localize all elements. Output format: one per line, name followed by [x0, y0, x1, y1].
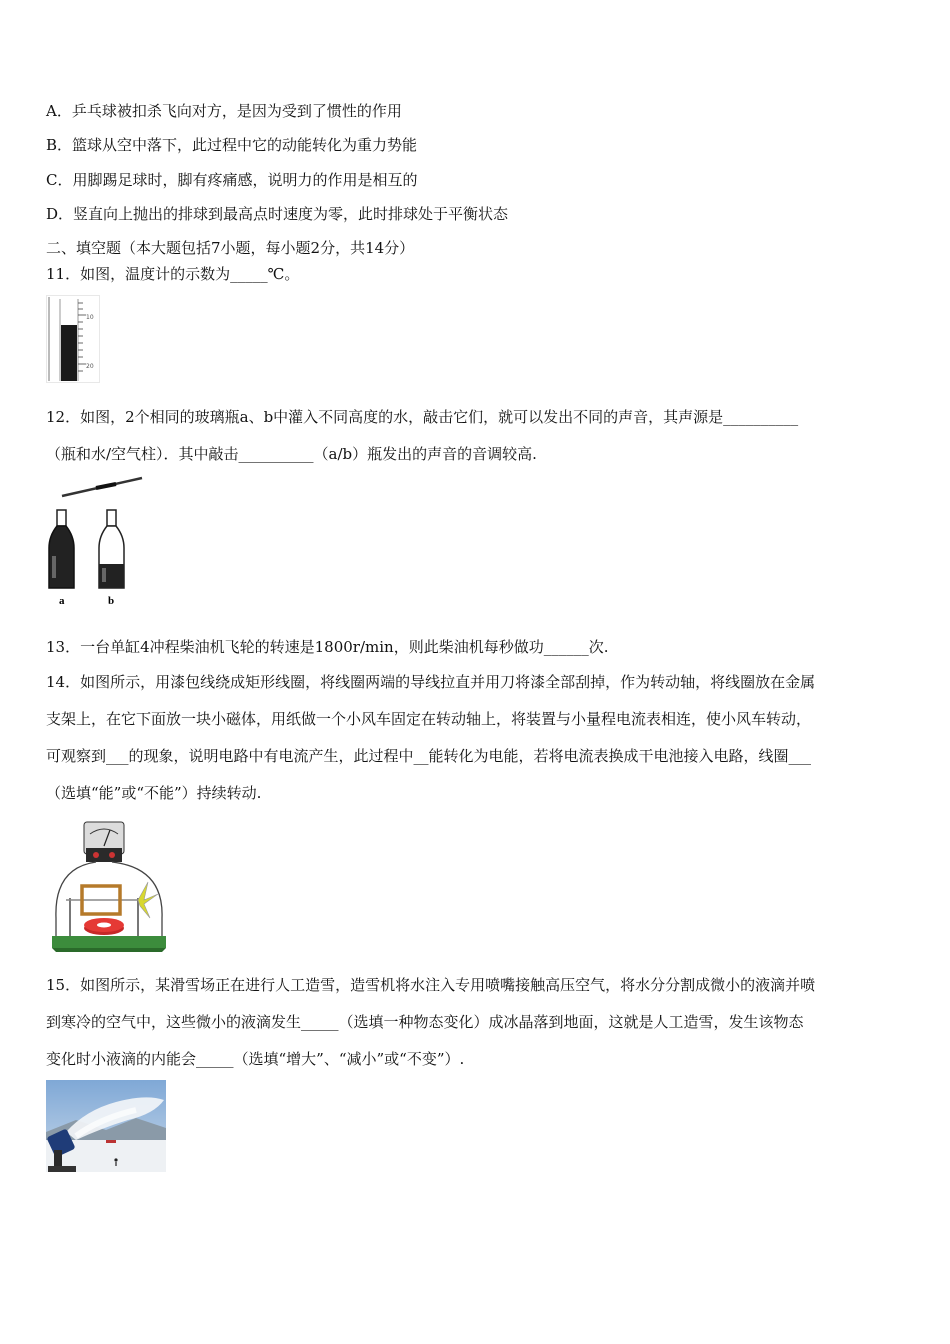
q15-line2: 到寒冷的空气中，这些微小的液滴发生_____（选填一种物态变化）成冰晶落到地面，这就是人工造雪，发生该物态: [46, 1013, 804, 1031]
q14-line4: （选填“能”或“不能”）持续转动.: [46, 784, 262, 802]
q13-text: 13．一台单缸4冲程柴油机飞轮的转速是1800r/min，则此柴油机每秒做功______次.: [46, 638, 609, 656]
thermometer-figure: [46, 295, 100, 383]
option-a: A．乒乓球被扣杀飞向对方，是因为受到了惯性的作用: [46, 102, 402, 120]
q11-text: 11．如图，温度计的示数为_____℃。: [46, 265, 300, 283]
bottle-a: [49, 510, 74, 588]
bottle-b: [99, 510, 124, 588]
option-d: D．竖直向上抛出的排球到最高点时速度为零，此时排球处于平衡状态: [46, 205, 509, 223]
q12-line2: （瓶和水/空气柱）．其中敲击__________（a/b）瓶发出的声音的音调较高.: [46, 445, 537, 463]
snow-machine-photo: [46, 1080, 166, 1172]
coil-generator-figure: [46, 818, 170, 954]
q15-line3: 变化时小液滴的内能会_____（选填“增大”、“减小”或“不变”）.: [46, 1050, 465, 1068]
q14-line1: 14．如图所示，用漆包线绕成矩形线圈，将线圈两端的导线拉直并用刀将漆全部刮掉，作为转动轴，将线圈放在金属: [46, 673, 816, 691]
option-b: B．篮球从空中落下，此过程中它的动能转化为重力势能: [46, 136, 418, 154]
q14-line2: 支架上，在它下面放一块小磁体，用纸做一个小风车固定在转动轴上，将装置与小量程电流表相连，使小风车转动，: [46, 710, 812, 728]
svg-text:10: 10: [86, 314, 94, 321]
bottle-a-label: a: [59, 595, 65, 607]
ammeter: [84, 822, 124, 862]
q12-line1: 12．如图，2个相同的玻璃瓶a、b中灌入不同高度的水，敲击它们，就可以发出不同的声音，其声源是__________: [46, 408, 799, 426]
bottles-figure: [46, 474, 146, 610]
section-heading: 二、填空题（本大题包括7小题，每小题2分，共14分）: [46, 239, 415, 257]
bottle-b-label: b: [108, 595, 115, 607]
q15-line1: 15．如图所示，某滑雪场正在进行人工造雪，造雪机将水注入专用喷嘴接触高压空气，将水分分割成微小的液滴并喷: [46, 976, 816, 994]
svg-text:20: 20: [86, 363, 94, 370]
option-c: C．用脚踢足球时，脚有疼痛感，说明力的作用是相互的: [46, 171, 418, 189]
q14-line3: 可观察到___的现象，说明电路中有电流产生，此过程中__能转化为电能，若将电流表换成干电池接入电路，线圈___: [46, 747, 812, 765]
